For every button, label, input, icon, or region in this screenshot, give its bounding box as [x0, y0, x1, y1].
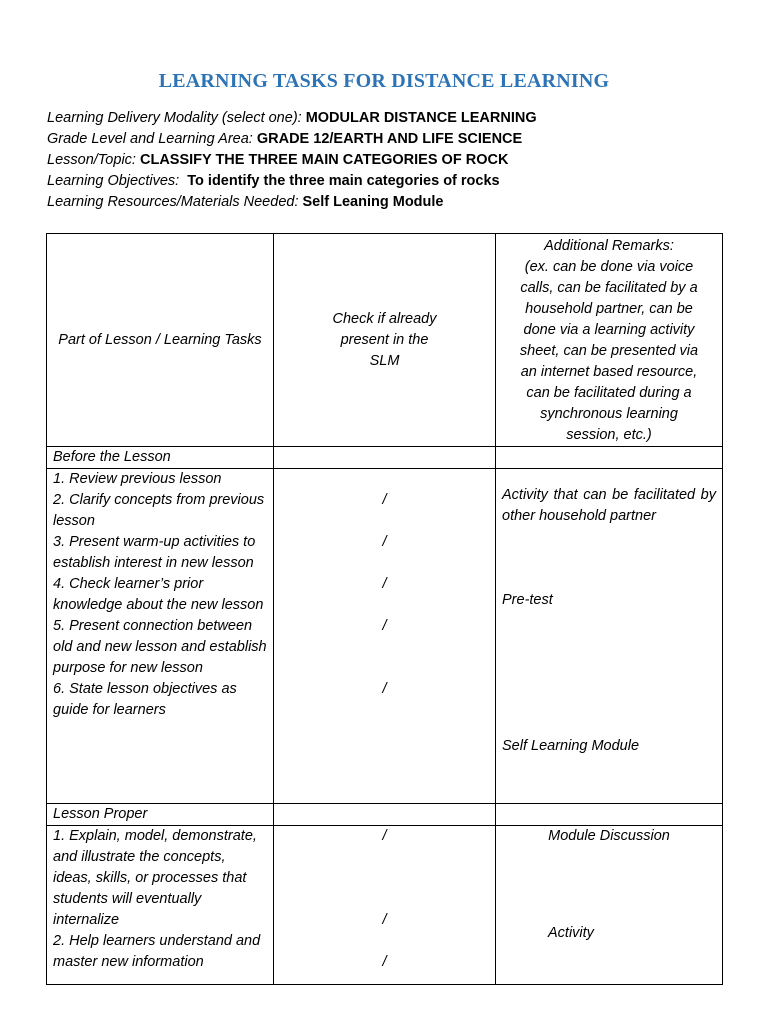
- section-label-proper: Lesson Proper: [47, 804, 274, 826]
- check-mark: /: [382, 618, 387, 634]
- proper-checks: [274, 826, 496, 985]
- remark-pretest: Pre-test: [502, 592, 553, 608]
- list-item: 1. Explain, model, demonstrate, and illustrate the concepts, ideas, skills, or processes that students will eventually internalize: [53, 828, 257, 928]
- check-mark: /: [382, 492, 387, 508]
- remark-activity-2: Activity: [548, 925, 594, 941]
- proper-tasks: [47, 826, 274, 985]
- remark-module-discussion: Module Discussion: [548, 828, 670, 844]
- section-row-proper: [47, 804, 723, 826]
- lesson-proper-row: [47, 826, 723, 985]
- remark-slm: Self Learning Module: [502, 738, 640, 754]
- resources-label: Learning Resources/Materials Needed:: [47, 194, 299, 210]
- check-mark: /: [382, 912, 387, 928]
- lesson-info: [47, 108, 747, 213]
- header-part: Part of Lesson / Learning Tasks: [47, 234, 274, 447]
- proper-remarks: [496, 826, 723, 985]
- list-item: 6. State lesson objectives as guide for learners: [53, 681, 237, 718]
- check-mark: /: [382, 828, 387, 844]
- modality-label: Learning Delivery Modality (select one):: [47, 110, 302, 126]
- before-remarks: [496, 469, 723, 804]
- objectives-row: [47, 171, 747, 192]
- before-tasks: [47, 469, 274, 804]
- list-item: 2. Clarify concepts from previous lesson: [53, 492, 265, 529]
- before-lesson-row: [47, 469, 723, 804]
- grade-value: GRADE 12/EARTH AND LIFE SCIENCE: [256, 131, 523, 147]
- learning-tasks-table: [46, 233, 723, 985]
- list-item: 2. Help learners understand and master new information: [53, 933, 261, 970]
- objectives-value: To identify the three main categories of rocks: [187, 173, 500, 189]
- table-header-row: [47, 234, 723, 447]
- modality-row: [47, 108, 747, 129]
- resources-row: [47, 192, 747, 213]
- header-check: Check if already present in the SLM: [274, 234, 496, 447]
- topic-row: [47, 150, 747, 171]
- check-mark: /: [382, 954, 387, 970]
- document-title: LEARNING TASKS FOR DISTANCE LEARNING: [158, 70, 610, 92]
- topic-value: CLASSIFY THE THREE MAIN CATEGORIES OF ROCK: [139, 152, 509, 168]
- section-row-before: [47, 447, 723, 469]
- header-remarks: Additional Remarks: (ex. can be done via voice calls, can be facilitated by a household partner, can be done via a learning activity sheet, can be presented via an internet based resource, can be facilitated during a synchronous learning session, etc.): [496, 234, 723, 447]
- check-mark: /: [382, 576, 387, 592]
- grade-row: [47, 129, 747, 150]
- list-item: 4. Check learner’s prior knowledge about the new lesson: [53, 576, 264, 613]
- list-item: 5. Present connection between old and new lesson and establish purpose for new lesson: [53, 618, 267, 676]
- modality-value: MODULAR DISTANCE LEARNING: [305, 110, 537, 126]
- resources-value: Self Leaning Module: [302, 194, 444, 210]
- list-item: 1. Review previous lesson: [53, 471, 222, 487]
- topic-label: Lesson/Topic:: [47, 152, 136, 168]
- check-mark: /: [382, 534, 387, 550]
- check-mark: /: [382, 681, 387, 697]
- before-checks: [274, 469, 496, 804]
- section-label-before: Before the Lesson: [47, 447, 274, 469]
- objectives-label: Learning Objectives:: [47, 173, 180, 189]
- list-item: 3. Present warm-up activities to establish interest in new lesson: [53, 534, 256, 571]
- grade-label: Grade Level and Learning Area:: [47, 131, 253, 147]
- remark-activity: Activity that can be facilitated by other household partner: [502, 487, 716, 524]
